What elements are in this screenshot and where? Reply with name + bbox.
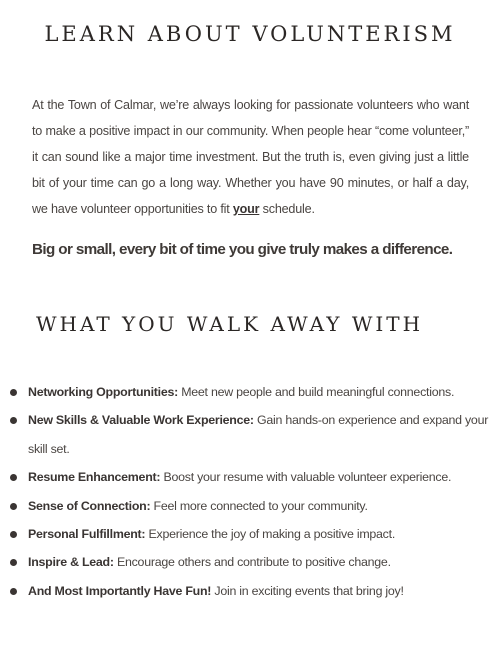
benefits-list <box>10 378 490 605</box>
list-item <box>10 378 490 406</box>
benefit-term: Personal Fulfillment: <box>28 527 146 542</box>
benefit-term: New Skills & Valuable Work Experience: <box>28 413 254 428</box>
bullet-icon <box>10 588 17 595</box>
list-item <box>10 520 490 548</box>
benefit-term: Inspire & Lead: <box>28 555 114 570</box>
benefit-desc: Encourage others and contribute to positive change. <box>113 555 391 570</box>
benefit-desc: Boost your resume with valuable volunteer experience. <box>160 470 452 485</box>
bullet-icon <box>10 474 17 481</box>
page-title: LEARN ABOUT VOLUNTERISM <box>44 22 456 46</box>
bullet-icon <box>10 417 17 424</box>
list-item <box>10 406 490 463</box>
benefit-term: Networking Opportunities: <box>28 385 179 399</box>
section-heading: WHAT YOU WALK AWAY WITH <box>36 312 424 336</box>
bullet-icon <box>10 389 17 396</box>
bullet-icon <box>10 531 17 538</box>
benefit-term: And Most Importantly Have Fun! <box>28 583 212 598</box>
benefit-term: Sense of Connection: <box>28 498 151 513</box>
intro-emphasis: your <box>232 202 260 216</box>
intro-text-end: schedule. <box>259 202 315 216</box>
benefit-desc: Feel more connected to your community. <box>150 498 368 513</box>
list-item <box>10 492 490 520</box>
list-item <box>10 548 490 576</box>
list-item <box>10 577 490 605</box>
list-item <box>10 463 490 491</box>
benefit-desc: Gain hands-on experience and expand your skill set. <box>28 413 489 456</box>
tagline: Big or small, every bit of time you give truly makes a difference. <box>32 241 453 258</box>
bullet-icon <box>10 559 17 566</box>
intro-text: At the Town of Calmar, we’re always looking for passionate volunteers who want to make a positive impact in our community. When people hear “come volunteer,” it can sound like a major time investment. But the truth is, even giving just a little bit of your time can go a long way. Whether you have 90 minutes, or half a day, we have volunteer opportunities to fit <box>32 98 469 216</box>
benefit-term: Resume Enhancement: <box>28 470 161 485</box>
benefit-desc: Experience the joy of making a positive impact. <box>145 527 396 542</box>
intro-paragraph <box>32 92 469 222</box>
benefit-desc: Join in exciting events that bring joy! <box>211 583 404 598</box>
bullet-icon <box>10 503 17 510</box>
benefit-desc: Meet new people and build meaningful connections. <box>178 385 455 399</box>
